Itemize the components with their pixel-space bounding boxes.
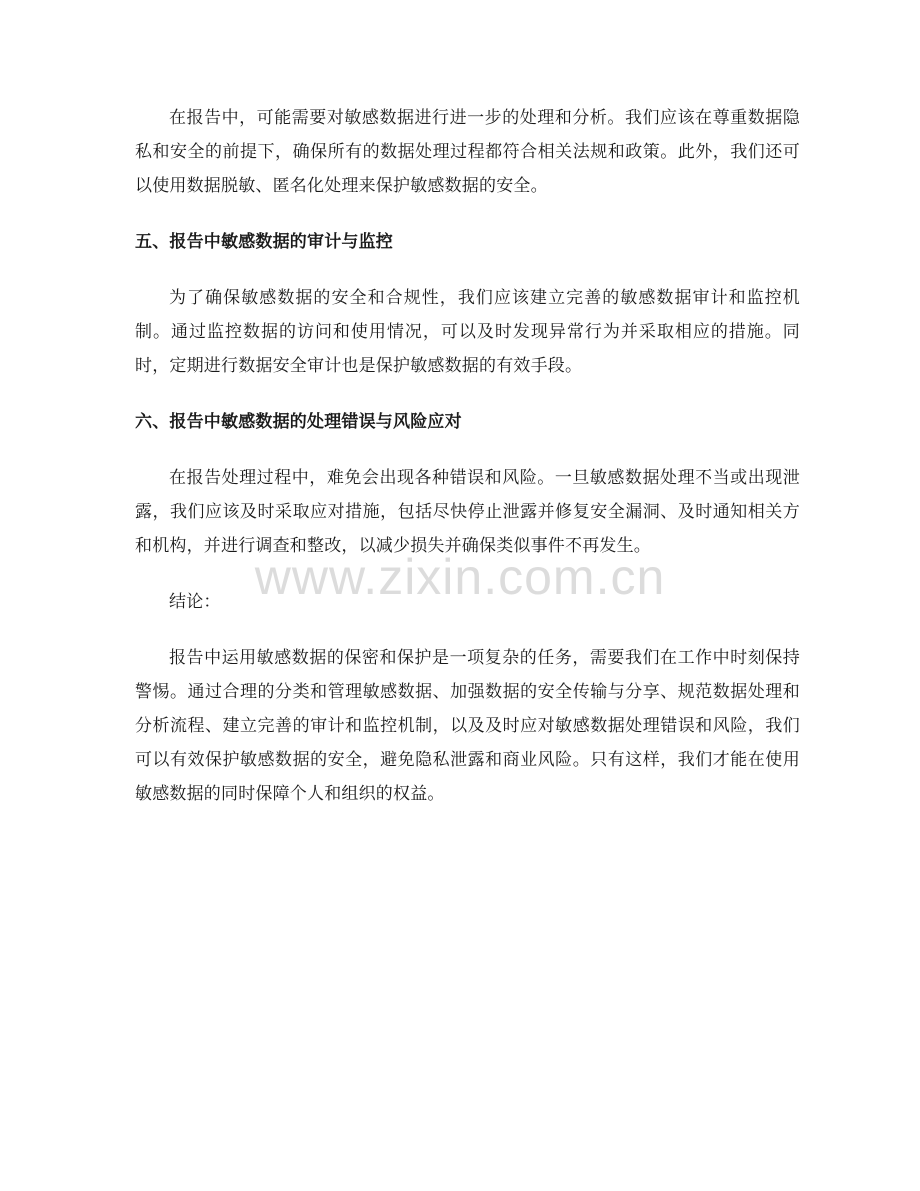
document-body <box>135 101 800 811</box>
paragraph-error-risk: 在报告处理过程中，难免会出现各种错误和风险。一旦敏感数据处理不当或出现泄露，我们应该及时采取应对措施，包括尽快停止泄露并修复安全漏洞、及时通知相关方和机构，并进行调查和整改，以减少损失并确保类似事件不再发生。 <box>135 468 800 556</box>
paragraph-audit-monitoring: 为了确保敏感数据的安全和合规性，我们应该建立完善的敏感数据审计和监控机制。通过监控数据的访问和使用情况，可以及时发现异常行为并采取相应的措施。同时，定期进行数据安全审计也是保护敏感数据的有效手段。 <box>135 288 800 376</box>
conclusion-label: 结论： <box>169 592 221 612</box>
section-heading-audit-monitoring: 五、报告中敏感数据的审计与监控 <box>135 232 393 252</box>
watermark: www.zixin.com.cn <box>254 549 666 605</box>
paragraph-conclusion: 报告中运用敏感数据的保密和保护是一项复杂的任务，需要我们在工作中时刻保持警惕。通过合理的分类和管理敏感数据、加强数据的安全传输与分享、规范数据处理和分析流程、建立完善的审计和监控机制，以及及时应对敏感数据处理错误和风险，我们可以有效保护敏感数据的安全，避免隐私泄露和商业风险。只有这样，我们才能在使用敏感数据的同时保障个人和组织的权益。 <box>135 648 800 804</box>
section-heading-error-risk: 六、报告中敏感数据的处理错误与风险应对 <box>135 412 462 432</box>
paragraph-data-processing: 在报告中，可能需要对敏感数据进行进一步的处理和分析。我们应该在尊重数据隐私和安全的前提下，确保所有的数据处理过程都符合相关法规和政策。此外，我们还可以使用数据脱敏、匿名化处理来保护敏感数据的安全。 <box>135 108 800 196</box>
